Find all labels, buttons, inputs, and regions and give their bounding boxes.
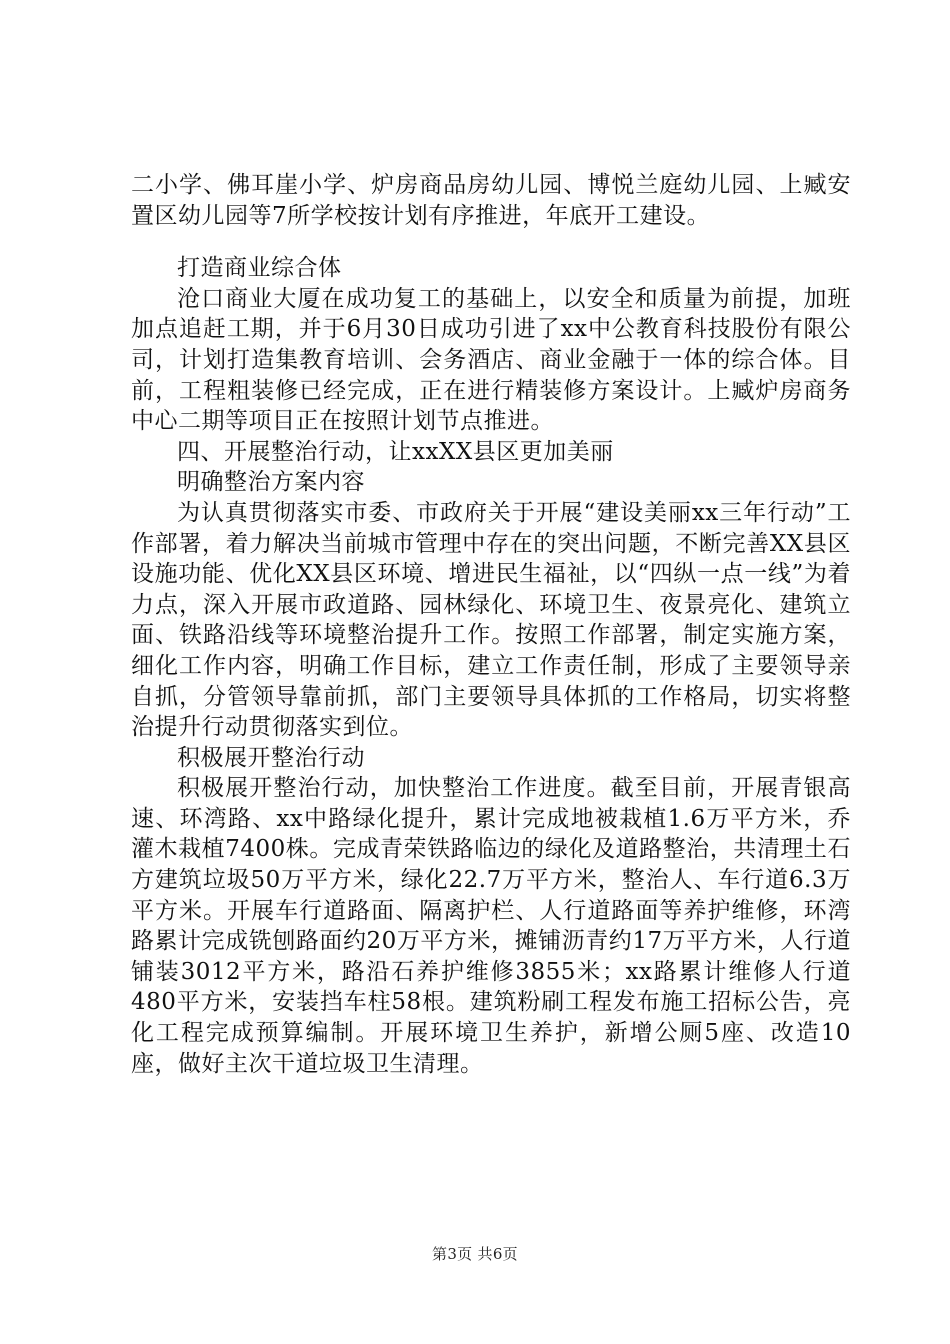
section-heading-commercial-complex: 打造商业综合体 bbox=[177, 255, 342, 282]
paragraph-plan-content: 为认真贯彻落实市委、市政府关于开展“建设美丽xx三年行动”工作部署，着力解决当前城市管理中存在的突出问题，不断完善XX县区设施功能、优化XX县区环境、增进民生福祉，以“四纵一点一线”为着力点，深入开展市政道路、园林绿化、环境卫生、夜景亮化、建筑立面、铁路沿线等环境整治提升工作。按照工作部署，制定实施方案，细化工作内容，明确工作目标，建立工作责任制，形成了主要领导亲自抓，分管领导靠前抓，部门主要领导具体抓的工作格局，切实将整治提升行动贯彻落实到位。 bbox=[131, 499, 851, 741]
section-heading-plan-content: 明确整治方案内容 bbox=[177, 469, 365, 496]
paragraph-gap bbox=[131, 231, 851, 253]
paragraph-school-continuation: 二小学、佛耳崖小学、炉房商品房幼儿园、博悦兰庭幼儿园、上臧安置区幼儿园等7所学校按计划有序推进，年底开工建设。 bbox=[131, 172, 851, 229]
section-heading-rectification: 四、开展整治行动，让xxXX县区更加美丽 bbox=[177, 438, 614, 465]
section-heading-rectification-action: 积极展开整治行动 bbox=[177, 744, 365, 771]
document-body bbox=[131, 170, 851, 1079]
page-number: 第3页 共6页 bbox=[432, 1245, 518, 1263]
paragraph-commercial-complex: 沧口商业大厦在成功复工的基础上，以安全和质量为前提，加班加点追赶工期，并于6月30日成功引进了xx中公教育科技股份有限公司，计划打造集教育培训、会务酒店、商业金融于一体的综合体。目前，工程粗装修已经完成，正在进行精装修方案设计。上臧炉房商务中心二期等项目正在按照计划节点推进。 bbox=[131, 285, 851, 435]
paragraph-rectification-action: 积极展开整治行动，加快整治工作进度。截至目前，开展青银高速、环湾路、xx中路绿化提升，累计完成地被栽植1.6万平方米，乔灌木栽植7400株。完成青荣铁路临边的绿化及道路整治，共清理土石方建筑垃圾50万平方米，绿化22.7万平方米，整治人、车行道6.3万平方米。开展车行道路面、隔离护栏、人行道路面等养护维修，环湾路累计完成铣刨路面约20万平方米，摊铺沥青约17万平方米，人行道铺装3012平方米，路沿石养护维修3855米；xx路累计维修人行道480平方米，安装挡车柱58根。建筑粉刷工程发布施工招标公告，亮化工程完成预算编制。开展环境卫生养护，新增公厕5座、改造10座，做好主次干道垃圾卫生清理。 bbox=[131, 775, 851, 1077]
